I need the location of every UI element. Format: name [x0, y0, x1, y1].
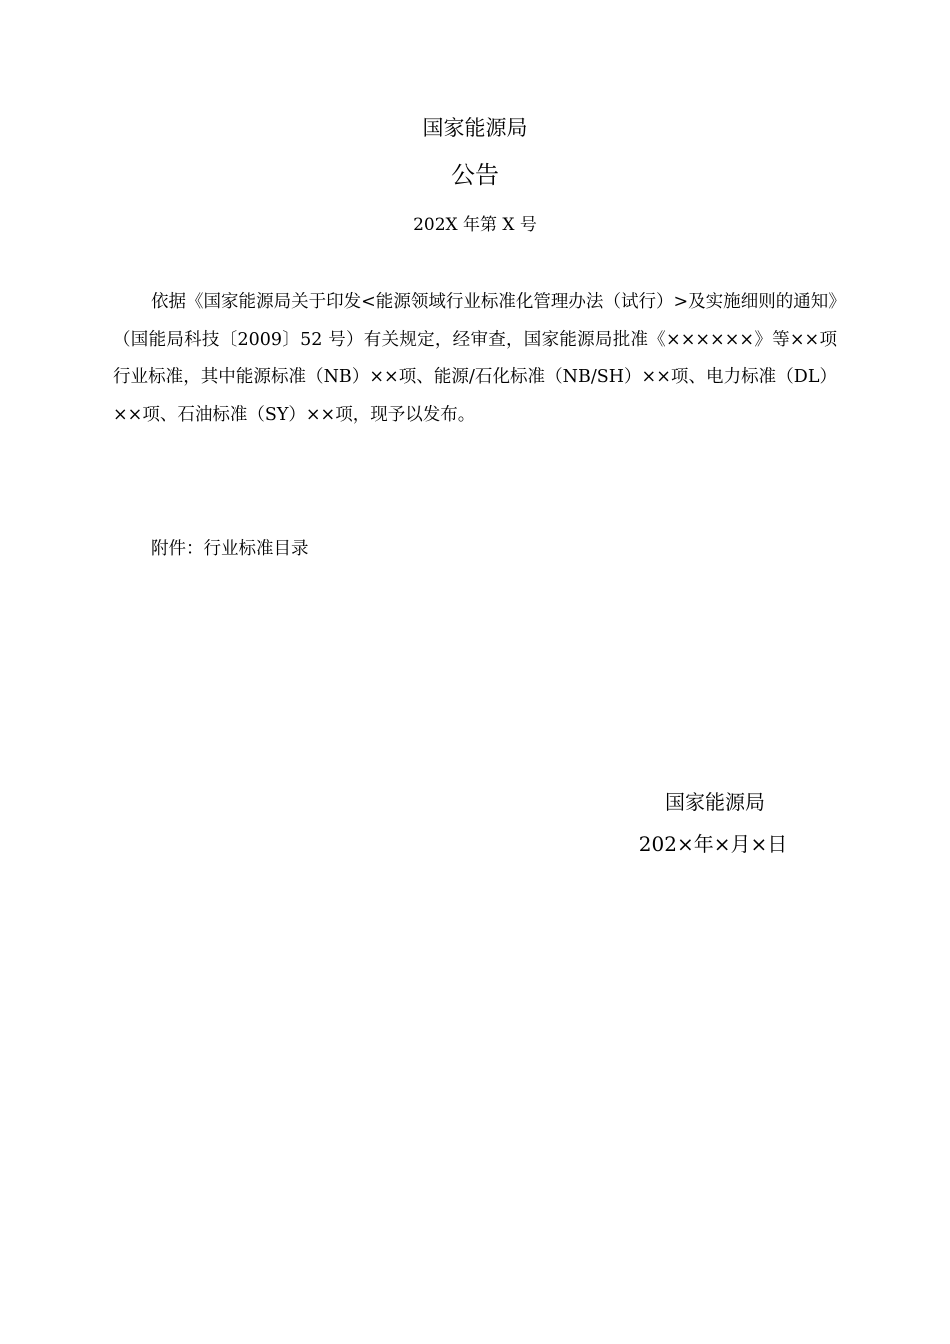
signature-agency: 国家能源局: [665, 790, 765, 814]
signature-date: 202×年×月×日: [638, 832, 788, 856]
attachment-note: 附件：行业标准目录: [151, 539, 309, 559]
document-type-title: 公告: [451, 161, 499, 189]
agency-title: 国家能源局: [422, 116, 528, 140]
signature-block: [600, 786, 830, 860]
announcement-body-paragraph: 依据《国家能源局关于印发<能源领域行业标准化管理办法（试行）>及实施细则的通知》（国能局科技〔2009〕52 号）有关规定，经审查，国家能源局批准《××××××》等××项行业标准，其中能源标准（NB）××项、能源/石化标准（NB/SH）××项、电力标准（DL）××项、石油标准（SY）××项，现予以发布。: [113, 292, 837, 425]
document-number: 202X 年第 X 号: [413, 215, 537, 235]
